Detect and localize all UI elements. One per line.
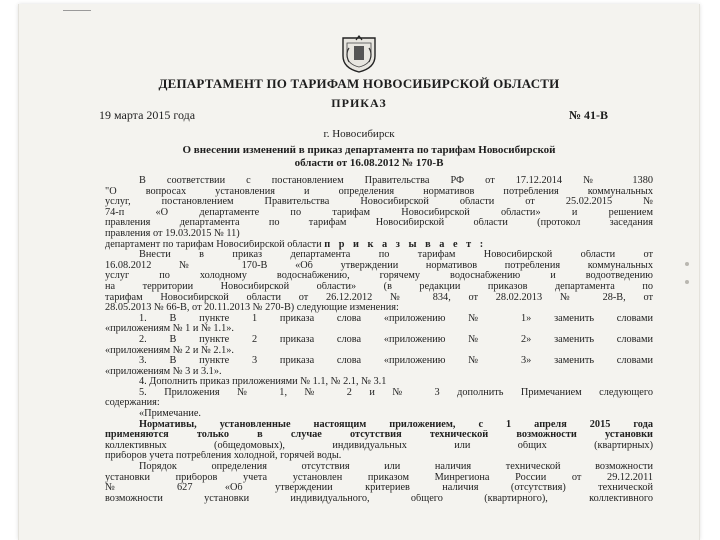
body-line: услуг, постановлением Правительства Новосибирской области от 25.02.2015 № <box>105 197 653 208</box>
body-line: правления департамента по тарифам Новосибирской области (протокол заседания <box>105 218 653 229</box>
body-line: 74-п «О департаменте по тарифам Новосибирской области» и решением <box>105 207 653 218</box>
order-body <box>105 176 653 504</box>
body-line: правления от 19.03.2015 № 11) <box>105 228 240 239</box>
body-line: 4. Дополнить приказ приложениями № 1.1, № 2.1, № 3.1 <box>139 377 387 388</box>
body-line: 28.05.2013 № 66-В, от 20.11.2013 № 270-В) следующие изменения: <box>105 303 399 314</box>
body-line: приборов учета потребления холодной, горячей воды. <box>105 451 342 462</box>
body-line: «приложениям № 2 и № 2.1». <box>105 345 234 356</box>
body-line: В соответствии с постановлением Правительства РФ от 17.12.2014 № 1380 <box>139 176 653 186</box>
department-heading: ДЕПАРТАМЕНТ ПО ТАРИФАМ НОВОСИБИРСКОЙ ОБЛАСТИ <box>158 76 560 91</box>
body-line: на территории Новосибирской области» (в редакции приказов департамента по <box>105 281 653 292</box>
body-line: Порядок определения отсутствия или наличия технической возможности <box>139 462 653 473</box>
body-line: услуг по холодному водоснабжению, горячему водоснабжению и водоотведению <box>105 271 653 282</box>
body-line: департамент по тарифам Новосибирской области <box>105 239 322 250</box>
body-line: возможности установки индивидуального, общего (квартирного), коллективного <box>105 493 653 504</box>
body-line: 3. В пункте 3 приказа слова «приложению № 3» заменить словами <box>139 356 653 367</box>
document-page <box>18 4 700 540</box>
decree-line <box>105 240 653 251</box>
body-line: «приложениям № 3 и 3.1». <box>105 366 222 377</box>
body-line: «приложениям № 1 и № 1.1». <box>105 324 234 335</box>
body-line: «Примечание. <box>139 409 201 420</box>
edge-dot <box>685 262 689 266</box>
body-line: 16.08.2012 № 170-В «Об утверждении нормативов потребления коммунальных <box>105 260 653 271</box>
coat-of-arms-icon <box>337 34 381 74</box>
subject-line: области от 16.08.2012 № 170-В <box>294 157 444 169</box>
edge-dot <box>685 280 689 284</box>
body-line: Нормативы, установленные настоящим приложением, с 1 апреля 2015 года <box>139 419 653 430</box>
body-line: № 627 «Об утверждении критериев наличия (отсутствия) технической <box>105 483 653 494</box>
body-line: 5. Приложения № 1, № 2 и № 3 дополнить Примечанием следующего <box>139 387 653 398</box>
scan-mark <box>63 10 91 11</box>
body-line: установки приборов учета установлен приказом Минрегиона России от 29.12.2011 <box>105 472 653 483</box>
body-line: коллективных (общедомовых), индивидуальных или общих (квартирных) <box>105 440 653 451</box>
body-line: тарифам Новосибирской области от 26.12.2012 № 834, от 28.02.2013 № 28-В, от <box>105 292 653 303</box>
body-line: содержания: <box>105 398 160 409</box>
document-type: ПРИКАЗ <box>331 96 387 110</box>
city: г. Новосибирск <box>323 128 395 140</box>
order-number: № 41-В <box>569 108 609 122</box>
decree-word: п р и к а з ы в а е т : <box>324 239 487 250</box>
body-line: 2. В пункте 2 приказа слова «приложению № 2» заменить словами <box>139 334 653 345</box>
body-line: 1. В пункте 1 приказа слова «приложению № 1» заменить словами <box>139 313 653 324</box>
body-line: применяются только в случае отсутствия технической возможности установки <box>105 430 653 441</box>
order-subject <box>179 144 559 170</box>
body-line: "О вопросах установления и определения нормативов потребления коммунальных <box>105 186 653 197</box>
body-line: Внести в приказ департамента по тарифам Новосибирской области от <box>139 250 653 261</box>
subject-line: О внесении изменений в приказ департамента по тарифам Новосибирской <box>182 144 556 156</box>
order-date: 19 марта 2015 года <box>99 108 196 122</box>
